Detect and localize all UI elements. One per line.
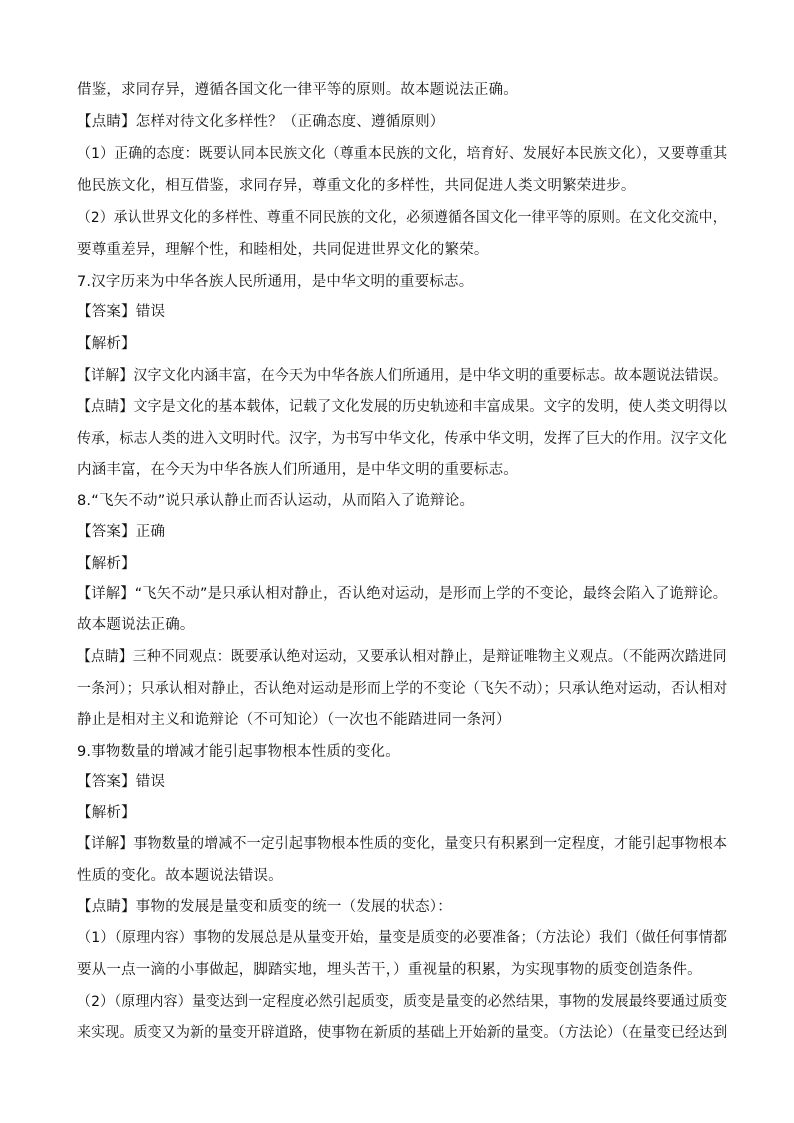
text-line: 内涵丰富，在今天为中华各族人们所通用，是中华文明的重要标志。 [77, 462, 518, 478]
text-line: 【详解】汉字文化内涵丰富，在今天为中华各族人们所通用，是中华文明的重要标志。故本题说法错误。 [77, 368, 728, 384]
text-line: 静止是相对主义和诡辩论（不可知论）（一次也不能踏进同一条河） [77, 712, 511, 728]
text-line: 一条河）；只承认相对静止，否认绝对运动是形而上学的不变论（飞矢不动）；只承认绝对运动，否认相对 [77, 681, 728, 697]
text-line: （2）（原理内容）量变达到一定程度必然引起质变，质变是量变的必然结果，事物的发展最终要通过质变 [77, 994, 728, 1010]
answer-line: 【答案】正确 [77, 524, 166, 540]
text-line: 要从一点一滴的小事做起，脚踏实地，埋头苦干，）重视量的积累，为实现事物的质变创造条件。 [77, 962, 702, 978]
text-line: 借鉴，求同存异，遵循各国文化一律平等的原则。故本题说法正确。 [77, 82, 518, 98]
analysis-heading: 【解析】 [77, 336, 136, 352]
text-line: （1）正确的态度：既要认同本民族文化（尊重本民族的文化，培育好、发展好本民族文化），又要尊重其 [77, 146, 728, 162]
text-line: 性质的变化。故本题说法错误。 [77, 868, 283, 884]
answer-line: 【答案】错误 [77, 304, 166, 320]
analysis-heading: 【解析】 [77, 556, 136, 572]
text-line: 【点睛】三种不同观点：既要承认绝对运动，又要承认相对静止，是辩证唯物主义观点。（不能两次踏进同 [77, 649, 727, 665]
text-line: （2）承认世界文化的多样性、尊重不同民族的文化，必须遵循各国文化一律平等的原则。在文化交流中， [77, 210, 727, 226]
text-line: 【点睛】事物的发展是量变和质变的统一（发展的状态）： [77, 899, 452, 915]
text-line: 【详解】事物数量的增减不一定引起事物根本性质的变化，量变只有积累到一定程度，才能引起事物根本 [77, 836, 728, 852]
text-line: 【详解】“飞矢不动”是只承认相对静止，否认绝对运动，是形而上学的不变论，最终会陷入了诡辩论。 [77, 586, 728, 602]
text-line: 故本题说法正确。 [77, 617, 195, 633]
text-line: 【点睛】怎样对待文化多样性？（正确态度、遵循原则） [77, 114, 445, 130]
question-line: 9.事物数量的增减才能引起事物根本性质的变化。 [77, 744, 400, 760]
answer-line: 【答案】错误 [77, 774, 166, 790]
question-line: 7.汉字历来为中华各族人民所通用，是中华文明的重要标志。 [77, 274, 474, 290]
text-line: 传承，标志人类的进入文明时代。汉字，为书写中华文化，传承中华文明，发挥了巨大的作用。汉字文化 [77, 431, 728, 447]
text-line: 【点睛】文字是文化的基本载体，记载了文化发展的历史轨迹和丰富成果。文字的发明，使人类文明得以 [77, 399, 728, 415]
text-line: （1）（原理内容）事物的发展总是从量变开始，量变是质变的必要准备；（方法论）我们（做任何事情都 [77, 930, 728, 946]
question-line: 8.“飞矢不动”说只承认静止而否认运动，从而陷入了诡辩论。 [77, 493, 475, 509]
analysis-heading: 【解析】 [77, 805, 136, 821]
text-line: 来实现。质变又为新的量变开辟道路，使事物在新质的基础上开始新的量变。（方法论）（在量变已经达到 [77, 1025, 728, 1041]
text-line: 要尊重差异，理解个性，和睦相处，共同促进世界文化的繁荣。 [77, 242, 489, 258]
text-line: 他民族文化，相互借鉴，求同存异，尊重文化的多样性，共同促进人类文明繁荣进步。 [77, 178, 636, 194]
